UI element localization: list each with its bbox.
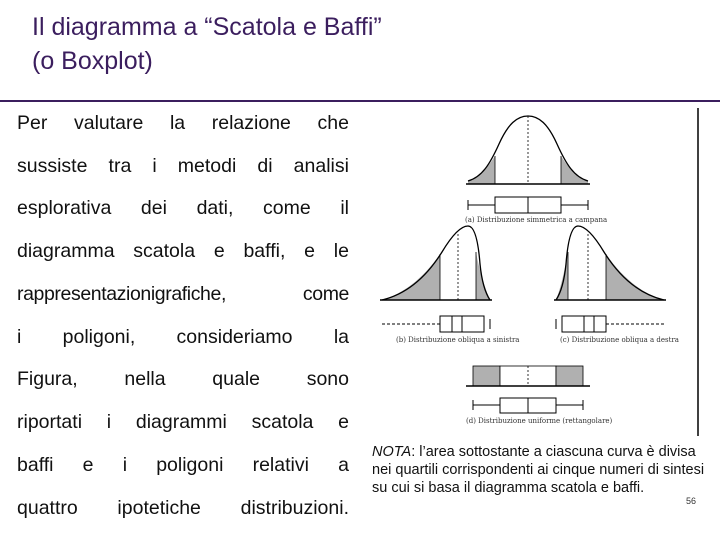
word: valutare	[73, 112, 144, 134]
body-line	[17, 238, 349, 264]
word: relativi	[252, 454, 309, 476]
shaded-area	[606, 254, 664, 300]
body-line	[17, 195, 349, 221]
word: i	[17, 326, 22, 348]
body-line	[17, 452, 349, 478]
panel-right-skewed	[554, 226, 679, 344]
word: dati,	[196, 197, 234, 219]
word: e	[82, 454, 94, 476]
word: dei	[140, 197, 167, 219]
word: Per	[17, 112, 48, 134]
caption-uniform: (d) Distribuzione uniforme (rettangolare)	[466, 417, 613, 425]
shaded-area	[382, 254, 440, 300]
word: consideriamo	[176, 326, 293, 348]
shaded-area	[556, 366, 583, 386]
body-line	[17, 409, 349, 435]
word: metodi	[177, 155, 237, 177]
panel-uniform	[466, 366, 613, 425]
shaded-area	[476, 252, 490, 300]
word: diagrammi	[135, 411, 227, 433]
word: baffi	[17, 454, 54, 476]
word: scatola	[133, 240, 196, 262]
caption-right-skewed: (c) Distribuzione obliqua a destra	[560, 336, 679, 344]
word: riportati	[17, 411, 83, 433]
word: e	[304, 240, 315, 262]
word: rappresentazionigrafiche,	[17, 283, 226, 305]
title-divider	[0, 100, 720, 102]
word: tra	[108, 155, 132, 177]
word: esplorativa	[17, 197, 112, 219]
word: che	[317, 112, 349, 134]
word: le	[333, 240, 349, 262]
word: relazione	[211, 112, 291, 134]
word: poligoni,	[62, 326, 136, 348]
word: poligoni	[156, 454, 224, 476]
slide-title	[32, 10, 692, 78]
panel-left-skewed	[380, 226, 519, 344]
word: e	[213, 240, 225, 262]
title-line-2: (o Boxplot)	[32, 47, 153, 75]
word: sono	[306, 368, 349, 390]
body-line	[17, 366, 349, 392]
body-line	[17, 281, 349, 307]
word: diagramma	[17, 240, 115, 262]
word: di	[257, 155, 273, 177]
caption-left-skewed: (b) Distribuzione obliqua a sinistra	[396, 336, 520, 344]
word: e	[338, 411, 349, 433]
word: analisi	[293, 155, 349, 177]
word: scatola	[251, 411, 314, 433]
word: come	[263, 197, 311, 219]
word: la	[333, 326, 349, 348]
word: nella	[124, 368, 166, 390]
distribution-figure	[362, 104, 700, 436]
word: come	[302, 283, 349, 305]
word: la	[169, 112, 186, 134]
note-box	[372, 443, 708, 497]
word: baffi,	[243, 240, 286, 262]
page-number: 56	[686, 496, 697, 506]
word: i	[122, 454, 128, 476]
panel-symmetric	[465, 116, 607, 224]
word: i	[106, 411, 112, 433]
note-text: : l’area sottostante a ciascuna curva è divisa nei quartili corrispondenti ai cinque numeri di sintesi su cui si basa il diagramma scatola e baffi.	[372, 444, 705, 496]
word: i	[152, 155, 157, 177]
body-line	[17, 495, 349, 521]
word: sussiste	[17, 155, 88, 177]
word: quattro	[17, 497, 78, 519]
word: a	[338, 454, 349, 476]
word: quale	[212, 368, 260, 390]
note-label: NOTA	[372, 444, 412, 460]
shaded-area	[473, 366, 500, 386]
word: Figura,	[17, 368, 78, 390]
caption-symmetric: (a) Distribuzione simmetrica a campana	[465, 216, 608, 224]
word: distribuzioni.	[240, 497, 349, 519]
body-line	[17, 153, 349, 179]
word: il	[340, 197, 349, 219]
body-line	[17, 110, 349, 136]
word: ipotetiche	[117, 497, 201, 519]
body-line	[17, 324, 349, 350]
title-line-1: Il diagramma a “Scatola e Baffi”	[32, 13, 382, 41]
